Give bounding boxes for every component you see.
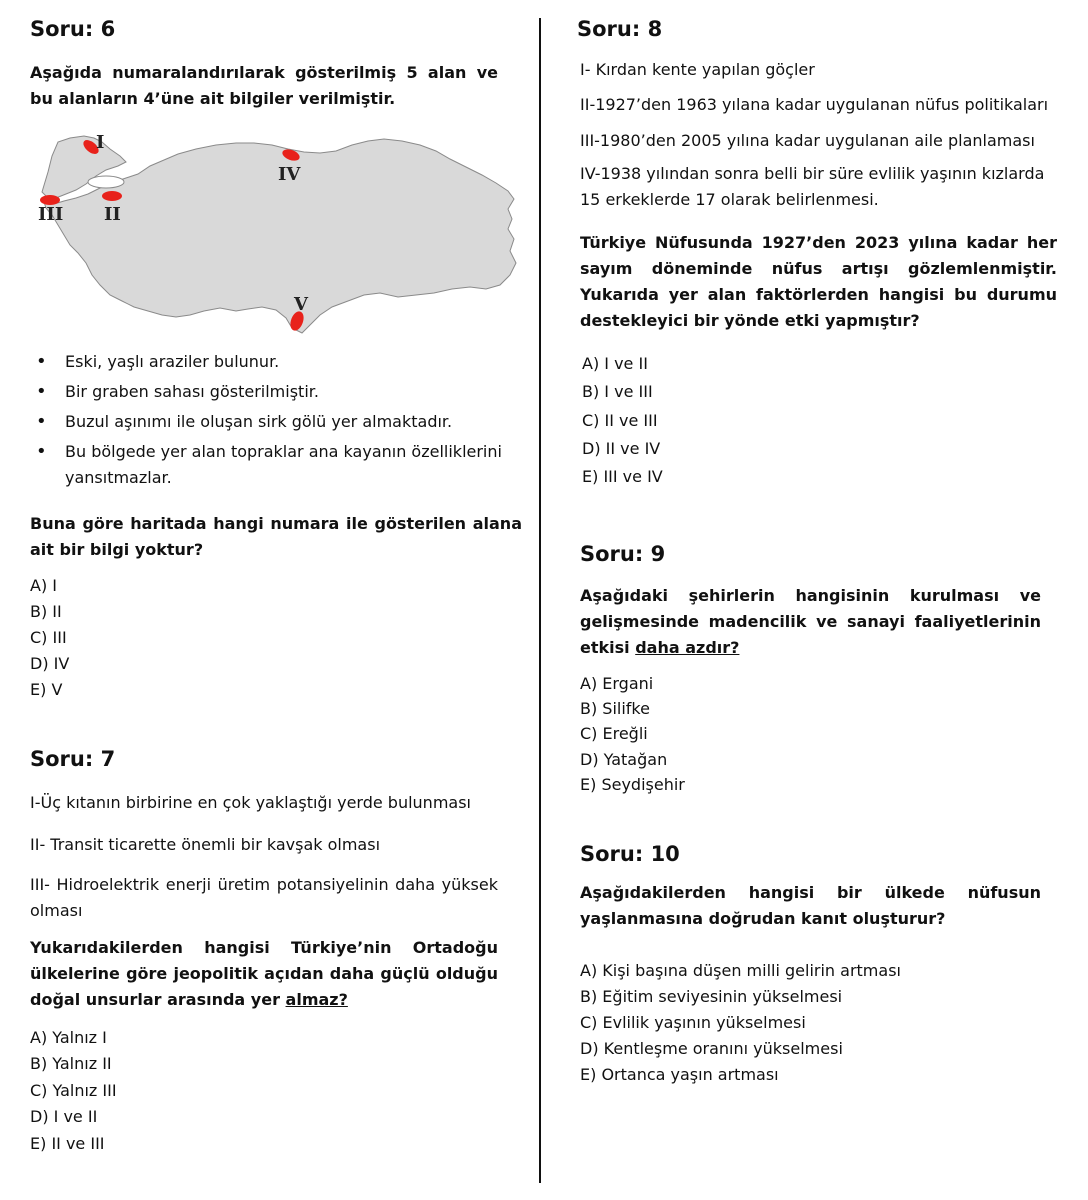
- map-label-ii: II: [104, 204, 121, 225]
- q6-option-b[interactable]: B) II: [30, 602, 62, 621]
- q10-option-a[interactable]: A) Kişi başına düşen milli gelirin artması: [580, 961, 901, 980]
- q7-option-c[interactable]: C) Yalnız III: [30, 1081, 117, 1100]
- q8-option-a[interactable]: A) I ve II: [582, 354, 648, 373]
- q7-option-d[interactable]: D) I ve II: [30, 1107, 98, 1126]
- q8-item-1: I- Kırdan kente yapılan göçler: [580, 60, 815, 79]
- q8-item-3: III-1980’den 2005 yılına kadar uygulanan aile planlaması: [580, 131, 1035, 150]
- q10-option-b[interactable]: B) Eğitim seviyesinin yükselmesi: [580, 987, 843, 1006]
- map-marmara-sea: [88, 176, 124, 188]
- q10-title: Soru: 10: [580, 842, 680, 866]
- q9-option-d[interactable]: D) Yatağan: [580, 750, 668, 769]
- q10-option-e[interactable]: E) Ortanca yaşın artması: [580, 1065, 779, 1084]
- q6-intro: Aşağıda numaralandırılarak gösterilmiş 5 alan ve bu alanların 4’üne ait bilgiler verilmiştir.: [30, 63, 498, 108]
- q7-question-emphasis: almaz?: [285, 990, 348, 1009]
- map-label-i: I: [96, 132, 105, 153]
- q6-bullet: • Bir graben sahası gösterilmiştir.: [30, 379, 510, 405]
- q7-question: [30, 935, 498, 1013]
- q6-option-c[interactable]: C) III: [30, 628, 67, 647]
- q8-question: Türkiye Nüfusunda 1927’den 2023 yılına kadar her sayım döneminde nüfus artışı gözlemlenmiştir. Yukarıda yer alan faktörlerden hangisi bu durumu destekleyici bir yönde etki yapmıştır?: [580, 233, 1057, 330]
- map-marker-ii: [102, 191, 122, 201]
- q8-option-c[interactable]: C) II ve III: [582, 411, 658, 430]
- q6-title: Soru: 6: [30, 17, 116, 41]
- q8-item-2: II-1927’den 1963 yılana kadar uygulanan nüfus politikaları: [580, 95, 1049, 114]
- q8-item-4: IV-1938 yılından sonra belli bir süre evlilik yaşının kızlarda 15 erkeklerde 17 olarak belirlenmesi.: [580, 164, 1045, 209]
- q7-title: Soru: 7: [30, 747, 116, 771]
- q6-bullet: • Eski, yaşlı araziler bulunur.: [30, 349, 510, 375]
- q8-option-b[interactable]: B) I ve III: [582, 382, 653, 401]
- q9-option-b[interactable]: B) Silifke: [580, 699, 650, 718]
- q7-item-3: III- Hidroelektrik enerji üretim potansiyelinin daha yüksek olması: [30, 875, 498, 920]
- column-divider: [539, 18, 541, 1183]
- q9-question: [580, 583, 1041, 661]
- q6-question: Buna göre haritada hangi numara ile gösterilen alana ait bir bilgi yoktur?: [30, 514, 522, 559]
- map-label-iii: III: [38, 204, 64, 225]
- q6-option-e[interactable]: E) V: [30, 680, 63, 699]
- q10-option-d[interactable]: D) Kentleşme oranını yükselmesi: [580, 1039, 843, 1058]
- q6-option-a[interactable]: A) I: [30, 576, 57, 595]
- q9-option-a[interactable]: A) Ergani: [580, 674, 654, 693]
- q8-option-d[interactable]: D) II ve IV: [582, 439, 661, 458]
- q10-question: Aşağıdakilerden hangisi bir ülkede nüfusun yaşlanmasına doğrudan kanıt oluşturur?: [580, 883, 1041, 928]
- q8-title: Soru: 8: [577, 17, 663, 41]
- q7-item-2: II- Transit ticarette önemli bir kavşak olması: [30, 835, 381, 854]
- q7-option-e[interactable]: E) II ve III: [30, 1134, 105, 1153]
- q9-option-c[interactable]: C) Ereğli: [580, 724, 648, 743]
- map-label-v: V: [294, 294, 308, 315]
- q7-option-b[interactable]: B) Yalnız II: [30, 1054, 112, 1073]
- q6-bullet: • Buzul aşınımı ile oluşan sirk gölü yer almaktadır.: [30, 409, 510, 435]
- q9-question-text: Aşağıdaki şehirlerin hangisinin kurulması ve gelişmesinde madencilik ve sanayi faaliyetlerinin etkisi: [580, 586, 1041, 657]
- q7-item-1: I-Üç kıtanın birbirine en çok yaklaştığı yerde bulunması: [30, 793, 471, 812]
- q7-question-text: Yukarıdakilerden hangisi Türkiye’nin Ortadoğu ülkelerine göre jeopolitik açıdan daha güçlü olduğu doğal unsurlar arasında yer: [30, 938, 498, 1009]
- q6-bullet: • Bu bölgede yer alan topraklar ana kayanın özelliklerini yansıtmazlar.: [30, 439, 510, 491]
- q6-bullet-list: [30, 349, 510, 495]
- q9-question-emphasis: daha azdır?: [635, 638, 740, 657]
- q8-option-e[interactable]: E) III ve IV: [582, 467, 663, 486]
- turkey-map: [30, 122, 530, 347]
- q9-title: Soru: 9: [580, 542, 666, 566]
- map-label-iv: IV: [278, 164, 301, 185]
- q6-option-d[interactable]: D) IV: [30, 654, 70, 673]
- q7-option-a[interactable]: A) Yalnız I: [30, 1028, 107, 1047]
- q9-option-e[interactable]: E) Seydişehir: [580, 775, 685, 794]
- q10-option-c[interactable]: C) Evlilik yaşının yükselmesi: [580, 1013, 806, 1032]
